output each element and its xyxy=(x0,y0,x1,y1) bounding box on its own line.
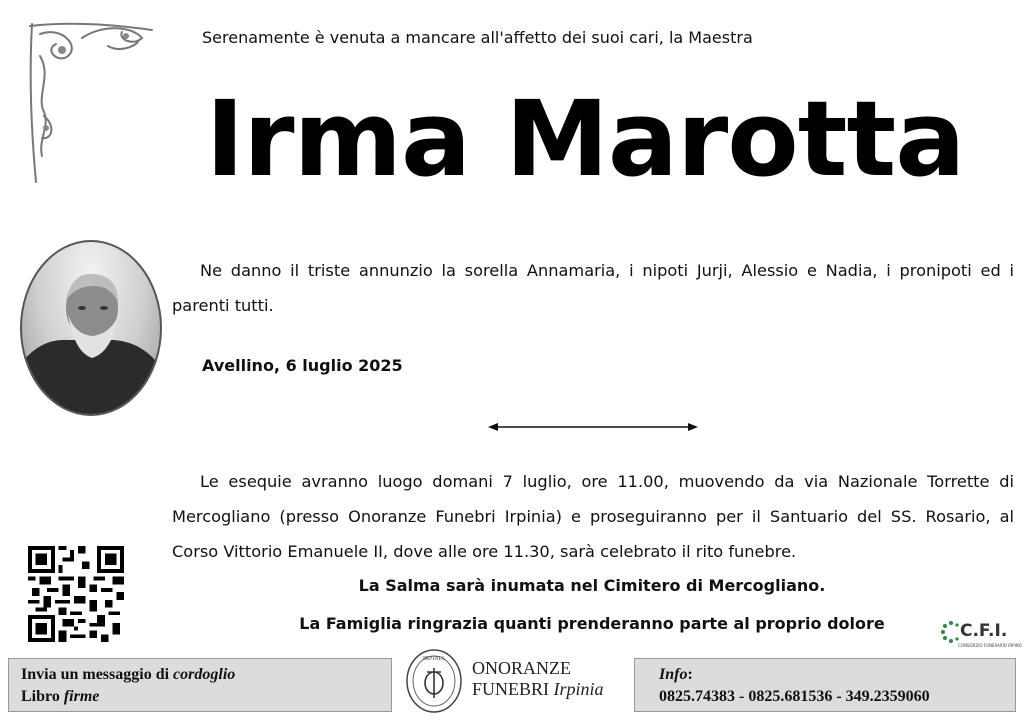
guestbook-link[interactable] xyxy=(21,686,379,708)
thanks-note: La Famiglia ringrazia quanti prenderanno parte al proprio dolore xyxy=(299,614,885,633)
funeral-home-seal-icon xyxy=(405,648,463,714)
funeral-home-name xyxy=(472,658,604,700)
logo-line2-prefix: FUNEBRI xyxy=(472,679,550,699)
guestbook-emph: firme xyxy=(63,688,100,705)
condolence-prefix: Invia un messaggio di xyxy=(21,666,170,683)
double-arrow-icon xyxy=(488,420,698,434)
info-phones[interactable]: 0825.74383 - 0825.681536 - 349.2359060 xyxy=(659,688,930,705)
cfi-dots-icon xyxy=(940,620,962,644)
info-label: Info xyxy=(659,666,688,683)
qr-code-icon[interactable] xyxy=(28,546,124,642)
portrait-figure xyxy=(22,242,160,414)
logo-line1: ONORANZE xyxy=(472,658,571,678)
logo-line2-emph: Irpinia xyxy=(553,679,604,699)
guestbook-prefix: Libro xyxy=(21,688,60,705)
condolence-box[interactable] xyxy=(8,658,392,712)
portrait-photo xyxy=(20,240,162,416)
cfi-logo xyxy=(940,618,1022,652)
deceased-name: Irma Marotta xyxy=(205,78,965,200)
burial-note: La Salma sarà inumata nel Cimitero di Mercogliano. xyxy=(358,576,826,595)
cfi-subtext: CONSORZIO FUNERARIO IRPINO xyxy=(958,643,1022,648)
funeral-paragraph: Le esequie avranno luogo domani 7 luglio, ore 11.00, muovendo da via Nazionale Torrette di Mercogliano (presso Onoranze Funebri Irpinia) e proseguiranno per il Santuario del SS. Rosario, al Corso Vittorio Emanuele II, dove alle ore 11.30, sarà celebrato il rito funebre. xyxy=(172,472,1014,561)
place-date: Avellino, 6 luglio 2025 xyxy=(202,356,403,375)
info-box: Info: 0825.74383 - 0825.681536 - 349.2359060 xyxy=(634,658,1016,712)
announcement-paragraph: Ne danno il triste annunzio la sorella Annamaria, i nipoti Jurji, Alessio e Nadia, i pronipoti ed i parenti tutti. xyxy=(172,261,1014,315)
condolence-emph: cordoglio xyxy=(173,666,236,683)
seal-top-text: IRPINIA xyxy=(423,656,445,662)
cfi-text: C.F.I. xyxy=(960,621,1008,641)
intro-text: Serenamente è venuta a mancare all'affetto dei suoi cari, la Maestra xyxy=(202,28,753,47)
condolence-message-link[interactable] xyxy=(21,664,379,686)
